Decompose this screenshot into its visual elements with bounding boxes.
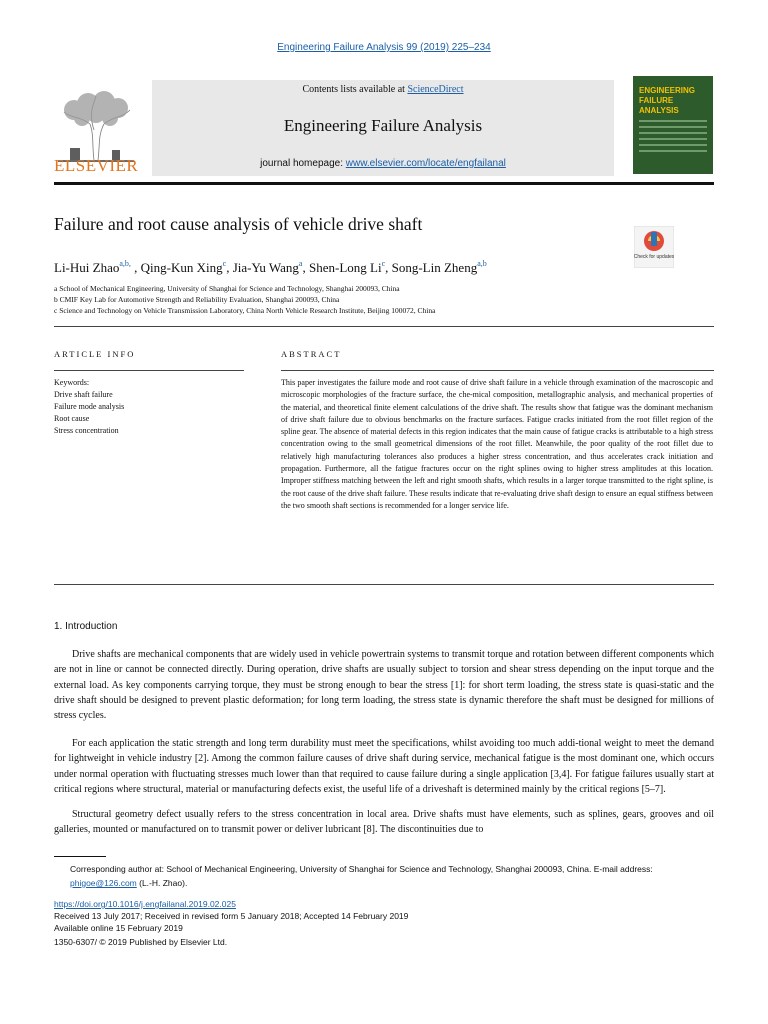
author-list — [54, 260, 487, 276]
cover-title: ENGINEERING FAILURE ANALYSIS — [639, 86, 696, 115]
author-name[interactable]: Jia-Yu Wang — [232, 260, 299, 275]
abstract-rule — [281, 370, 714, 371]
doi-link[interactable]: https://doi.org/10.1016/j.engfailanal.2019.02.025 — [54, 899, 236, 909]
journal-citation-link[interactable]: Engineering Failure Analysis 99 (2019) 225–234 — [277, 42, 491, 53]
article-info-rule — [54, 370, 244, 371]
affiliation-marker[interactable]: c — [381, 259, 386, 268]
body-paragraph-text: For each application the static strength and long term durability must meet the specifications, whilst avoiding too much addi-tional weight to meet the demand for lightweight in vehicle industry [2]. Among the common failure causes of drive shaft during service, mechanical fatigue is the most dominant one, which occurs under normal operation with fluctuating stresses much lower than that required to cause failure during a single application [3,4]. For fatigue failures usually start at critical regions where structural, material or manufacturing defects exist, the useful life of a driveshaft is determined mainly by the critical regions [5–7]. — [54, 738, 714, 795]
author-separator: , — [130, 260, 141, 275]
author-email-link[interactable]: phigoe@126.com — [70, 878, 137, 888]
article-title: Failure and root cause analysis of vehicle drive shaft — [54, 214, 423, 234]
author-separator: , — [385, 260, 392, 275]
affiliation-item: a School of Mechanical Engineering, University of Shanghai for Science and Technology, Shanghai 200093, China — [54, 284, 400, 293]
cover-decoration — [639, 120, 707, 156]
author-separator: , — [302, 260, 309, 275]
abstract-heading: ABSTRACT — [281, 349, 342, 359]
journal-header-band — [152, 80, 614, 176]
keyword-item: Drive shaft failure — [54, 390, 113, 399]
abstract-divider — [54, 584, 714, 585]
keyword-item: Failure mode analysis — [54, 402, 125, 411]
body-paragraph-text: Drive shafts are mechanical components that are widely used in vehicle powertrain systems to transmit torque and rotation between different components which are not in line or cannot be connected directly. During operation, drive shafts are usually subject to torsion and shear stress depending on the input torque and the external load. As key components carrying torque, they must be strong enough to bear the stress [1]: for short term loading, the stress state is quasi-static and the drive shaft should be designed to prevent plastic deformation; for long term loading, the stress state is dynamic therefore the shaft must be designed for millions of stress cycles. — [54, 649, 714, 722]
author-name[interactable]: Shen-Long Li — [308, 260, 382, 275]
author-name[interactable]: Li-Hui Zhao — [54, 260, 120, 275]
contents-prefix: Contents lists available at — [302, 84, 408, 95]
section-heading-introduction: 1. Introduction — [54, 621, 118, 632]
email-suffix: (L.-H. Zhao). — [136, 878, 188, 888]
crossmark-label: Check for updates — [634, 254, 674, 260]
check-for-updates-icon[interactable] — [634, 226, 674, 268]
corresponding-text: Corresponding author at: School of Mechanical Engineering, University of Shanghai for Science and Technology, Shanghai 200093, China. E-mail address: — [70, 864, 653, 874]
header-divider — [54, 182, 714, 185]
journal-name: Engineering Failure Analysis — [283, 116, 483, 135]
affiliation-marker[interactable]: a — [298, 259, 303, 268]
affiliation-marker[interactable]: c — [222, 259, 227, 268]
body-paragraph — [54, 647, 714, 723]
affiliation-list — [54, 283, 435, 316]
affiliation-item: c Science and Technology on Vehicle Transmission Laboratory, China North Vehicle Research Institute, Beijing 100072, China — [54, 306, 436, 315]
received-dates: Received 13 July 2017; Received in revised form 5 January 2018; Accepted 14 February 2019 — [54, 911, 409, 921]
body-paragraph-text: Structural geometry defect usually refers to the stress concentration in local area. Drive shafts must have elements, such as splines, gears, grooves and oil galleries, mounted or manufactured on to transmit power or deliver lubricant [8]. The discontinuities due to — [54, 809, 714, 836]
keywords-block — [54, 377, 124, 437]
journal-cover-thumbnail[interactable] — [633, 76, 713, 174]
footnote-divider — [54, 856, 106, 857]
affiliation-marker[interactable]: a,b, — [119, 259, 131, 268]
affiliation-divider — [54, 326, 714, 327]
journal-homepage — [152, 158, 614, 169]
keyword-item: Stress concentration — [54, 426, 119, 435]
abstract-text: This paper investigates the failure mode and root cause of drive shaft failure in a vehicle through examination of the macroscopic and microscopic morphologies of the fracture surface, the che-mical composition, metallographic analysis, and mechanical properties of the material, and theoretical finite element calculations of the drive shaft. The results show that fatigue was the dominant mechanism of drive shaft failure due to obvious benchmarks on the fracture surfaces. Fatigue cracks initiated from the root fillet region of the spline gear. The absence of material defects in this region indicates that the main cause of fatigue cracks is attributable to a high stress concentration owing to the small geometrical dimensions of the root fillet. Meanwhile, the poor quality of the root fillet due to relatively high manufacturing tolerances also produces a higher stress concentration, and thus accelerates crack initiation and propagation. Furthermore, all the fatigue fractures occur on the right splines owing to higher stress amplitudes at this location. Improper stiffness matching between the left and right smooth shafts, which results in a larger torque transmitted to the right spline, is the root cause of the drive shaft failure. These results indicate that re-evaluating drive shaft design to ensure an equal stiffness between the two smooth shaft sections is recommended for a longer service life. — [281, 378, 713, 510]
keywords-label: Keywords: — [54, 378, 90, 387]
copyright-notice: 1350-6307/ © 2019 Published by Elsevier Ltd. — [54, 937, 228, 947]
article-dates — [54, 911, 408, 934]
affiliation-item: b CMIF Key Lab for Automotive Strength and Reliability Evaluation, Shanghai 200093, China — [54, 295, 340, 304]
keyword-list — [54, 389, 124, 437]
available-online-date: Available online 15 February 2019 — [54, 922, 183, 933]
affiliation-marker[interactable]: a,b — [477, 259, 487, 268]
author-name[interactable]: Qing-Kun Xing — [140, 260, 223, 275]
author-name[interactable]: Song-Lin Zheng — [391, 260, 478, 275]
sciencedirect-link[interactable]: ScienceDirect — [407, 84, 464, 95]
body-paragraph — [54, 736, 714, 797]
article-info-heading: ARTICLE INFO — [54, 349, 136, 359]
corresponding-author-footnote — [70, 862, 710, 890]
keyword-item: Root cause — [54, 414, 90, 423]
elsevier-wordmark: ELSEVIER — [54, 156, 139, 175]
author-separator: , — [226, 260, 233, 275]
contents-availability — [152, 84, 614, 95]
journal-homepage-link[interactable]: www.elsevier.com/locate/engfailanal — [345, 158, 506, 169]
homepage-prefix: journal homepage: — [260, 158, 346, 169]
body-paragraph — [54, 807, 714, 838]
